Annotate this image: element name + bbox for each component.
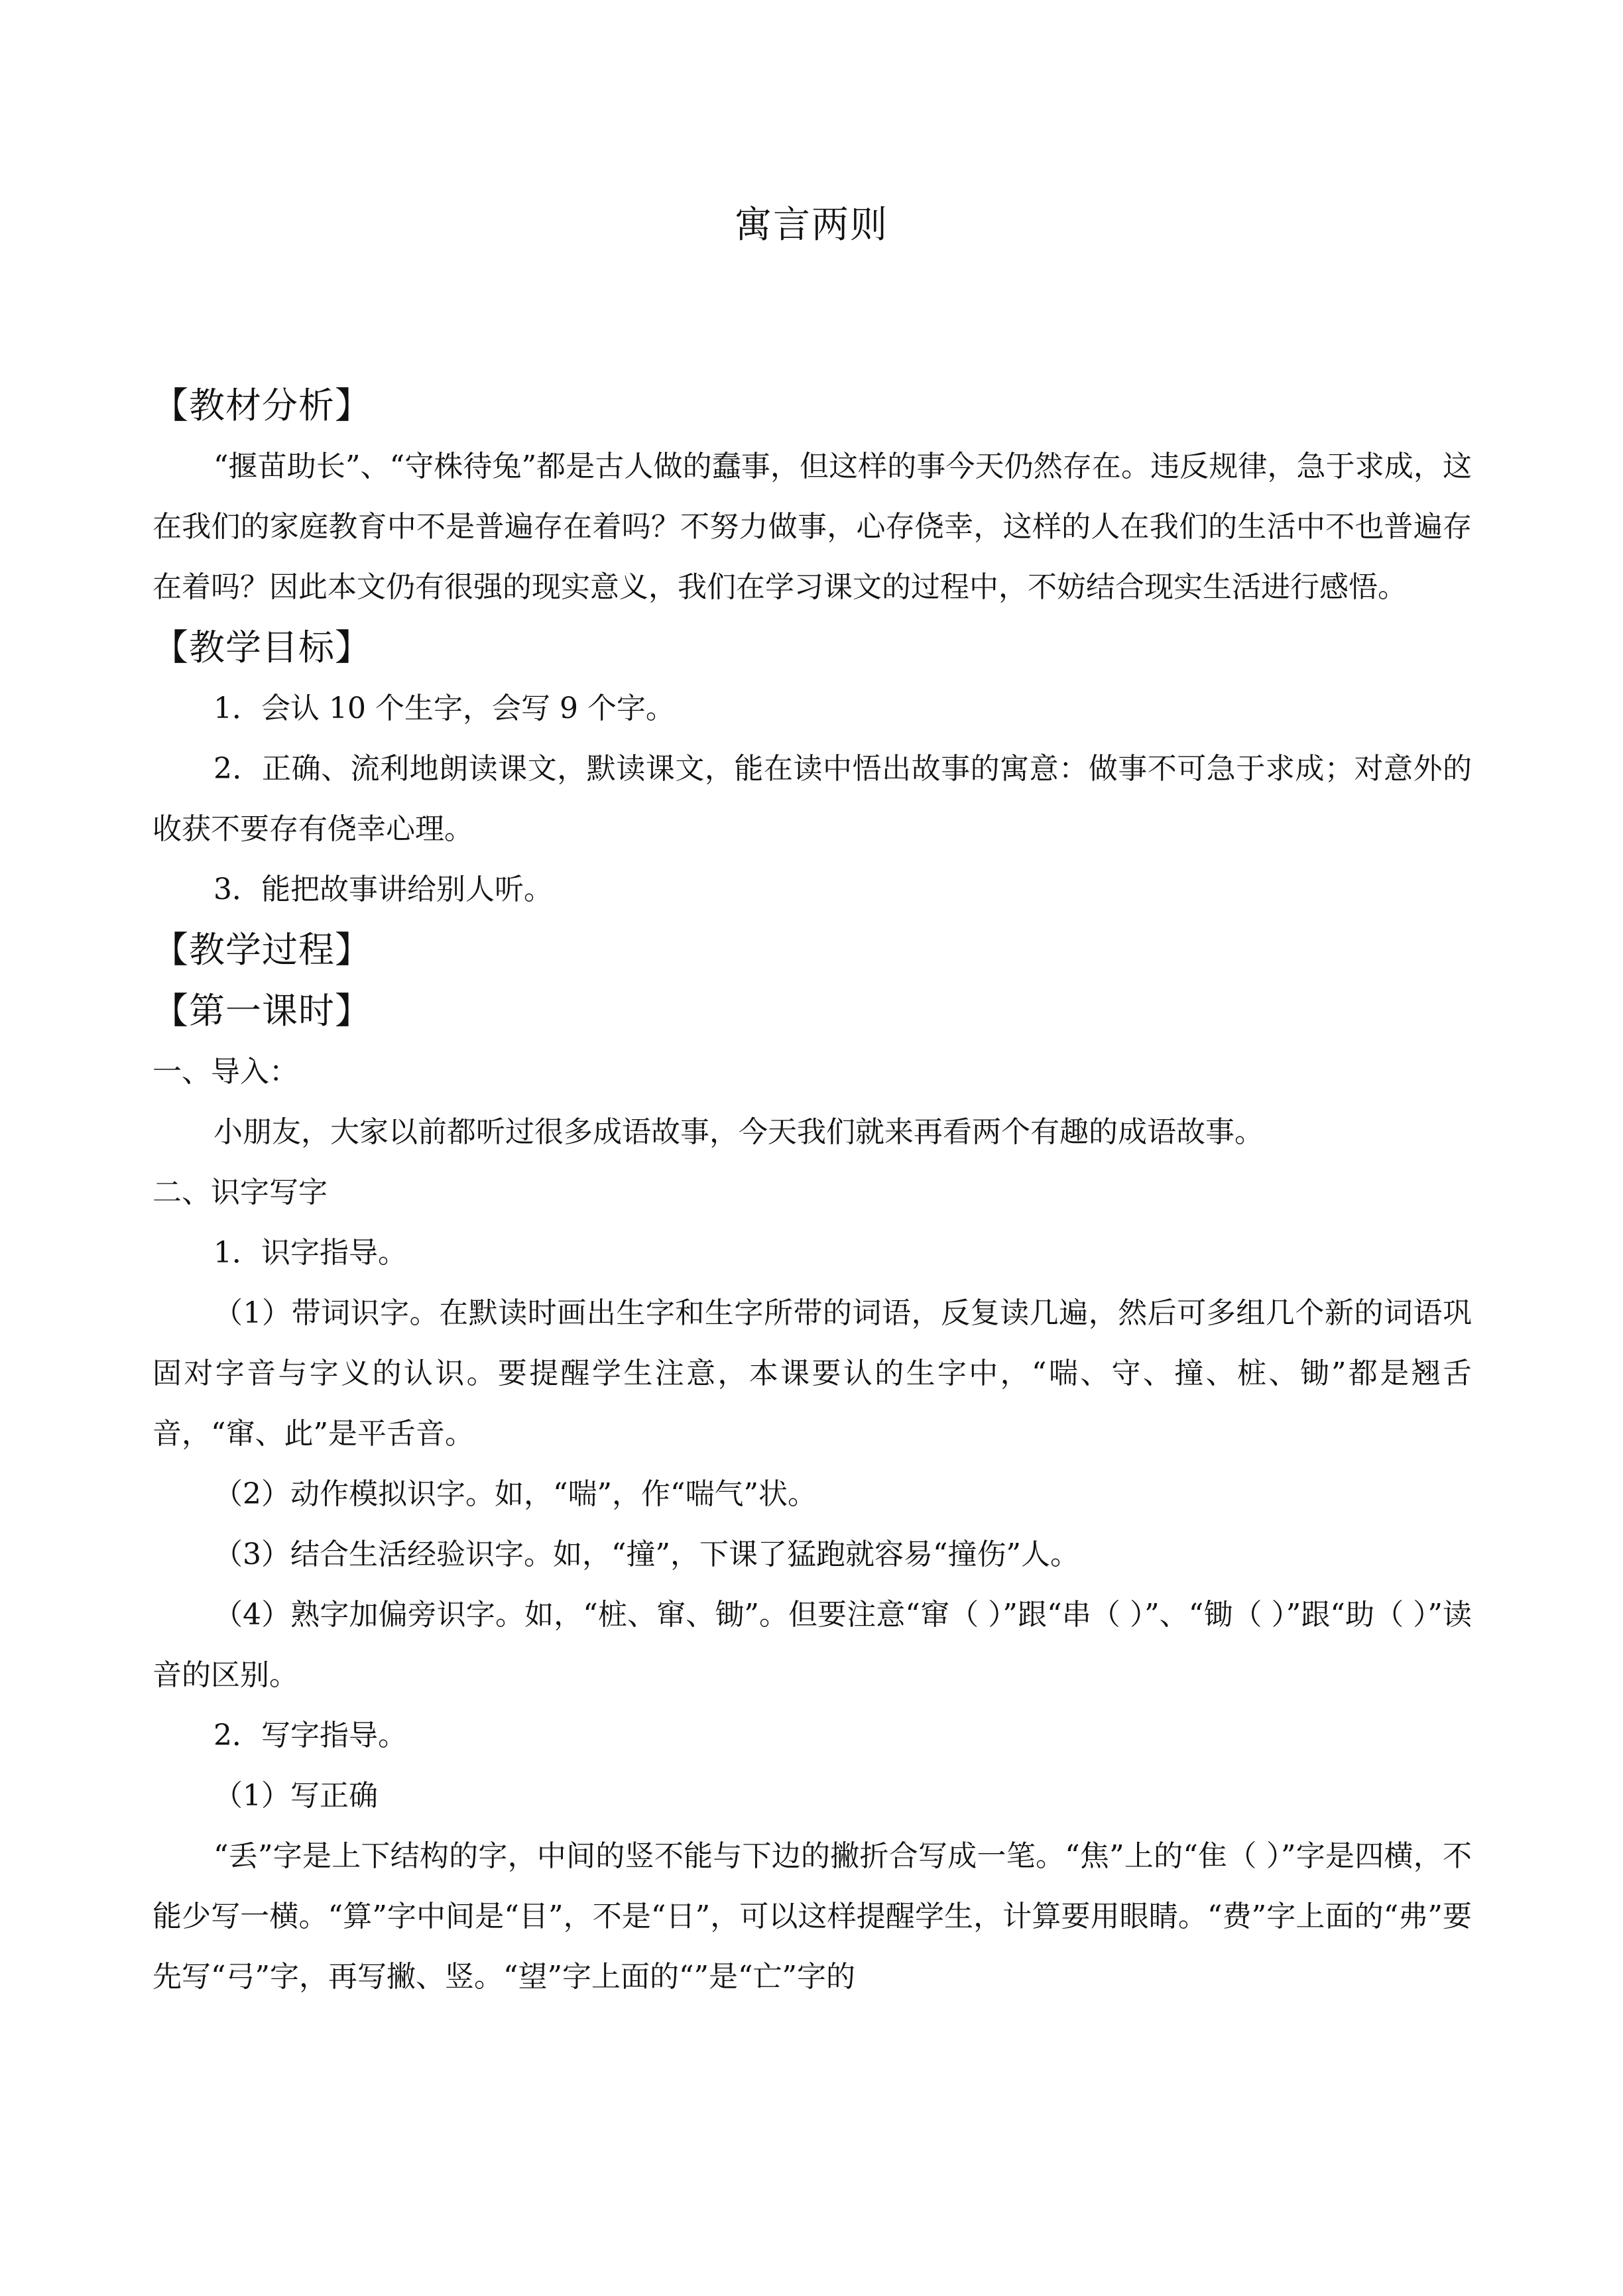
document-title: 寓言两则 — [735, 204, 888, 247]
goal-item-2: 2．正确、流利地朗读课文，默读课文，能在读中悟出故事的寓意：做事不可急于求成；对意外的收获不要存有侥幸心理。 — [152, 752, 1472, 846]
guide1-paragraph-3: （3）结合生活经验识字。如，“撞”，下课了猛跑就容易“撞伤”人。 — [213, 1538, 1079, 1571]
guide1-title: 1．识字指导。 — [213, 1236, 407, 1270]
process-heading: 【教学过程】 — [152, 929, 371, 971]
guide2-title: 2．写字指导。 — [213, 1719, 407, 1752]
analysis-heading: 【教材分析】 — [152, 385, 371, 426]
step1-paragraph: 小朋友，大家以前都听过很多成语故事，今天我们就来再看两个有趣的成语故事。 — [213, 1115, 1264, 1149]
goals-heading: 【教学目标】 — [152, 627, 371, 668]
document-body — [152, 375, 1472, 2007]
step2-title: 二、识字写字 — [152, 1176, 328, 1209]
goal-item-3: 3．能把故事讲给别人听。 — [213, 873, 553, 906]
guide1-paragraph-1: （1）带词识字。在默读时画出生字和生字所带的词语，反复读几遍，然后可多组几个新的词语巩固对字音与字义的认识。要提醒学生注意，本课要认的生字中，“喘、守、撞、桩、锄”都是翘舌音，“窜、此”是平舌音。 — [152, 1296, 1472, 1451]
goal-item-1: 1．会认 10 个生字，会写 9 个字。 — [213, 692, 675, 725]
step1-title: 一、导入： — [152, 1055, 298, 1089]
guide2-paragraph: “丢”字是上下结构的字，中间的竖不能与下边的撇折合写成一笔。“焦”上的“隹（ ）”字是四横，不能少写一横。“算”字中间是“目”，不是“日”，可以这样提醒学生，计算要用眼睛。“费”字上面的“弗”要先写“弓”字，再写撇、竖。“望”字上面的“”是“亡”字的 — [152, 1839, 1472, 1994]
analysis-paragraph: “揠苗助长”、“守株待兔”都是古人做的蠢事，但这样的事今天仍然存在。违反规律，急于求成，这在我们的家庭教育中不是普遍存在着吗？不努力做事，心存侥幸，这样的人在我们的生活中不也普遍存在着吗？因此本文仍有很强的现实意义，我们在学习课文的过程中，不妨结合现实生活进行感悟。 — [152, 450, 1472, 604]
guide2-subtitle: （1）写正确 — [213, 1779, 378, 1813]
lesson1-heading: 【第一课时】 — [152, 990, 371, 1032]
guide1-paragraph-2: （2）动作模拟识字。如，“喘”，作“喘气”状。 — [213, 1477, 817, 1511]
guide1-paragraph-4: （4）熟字加偏旁识字。如，“桩、窜、锄”。但要注意“窜（ ）”跟“串（ ）”、“锄（ ）”跟“助（ ）”读音的区别。 — [152, 1598, 1472, 1692]
